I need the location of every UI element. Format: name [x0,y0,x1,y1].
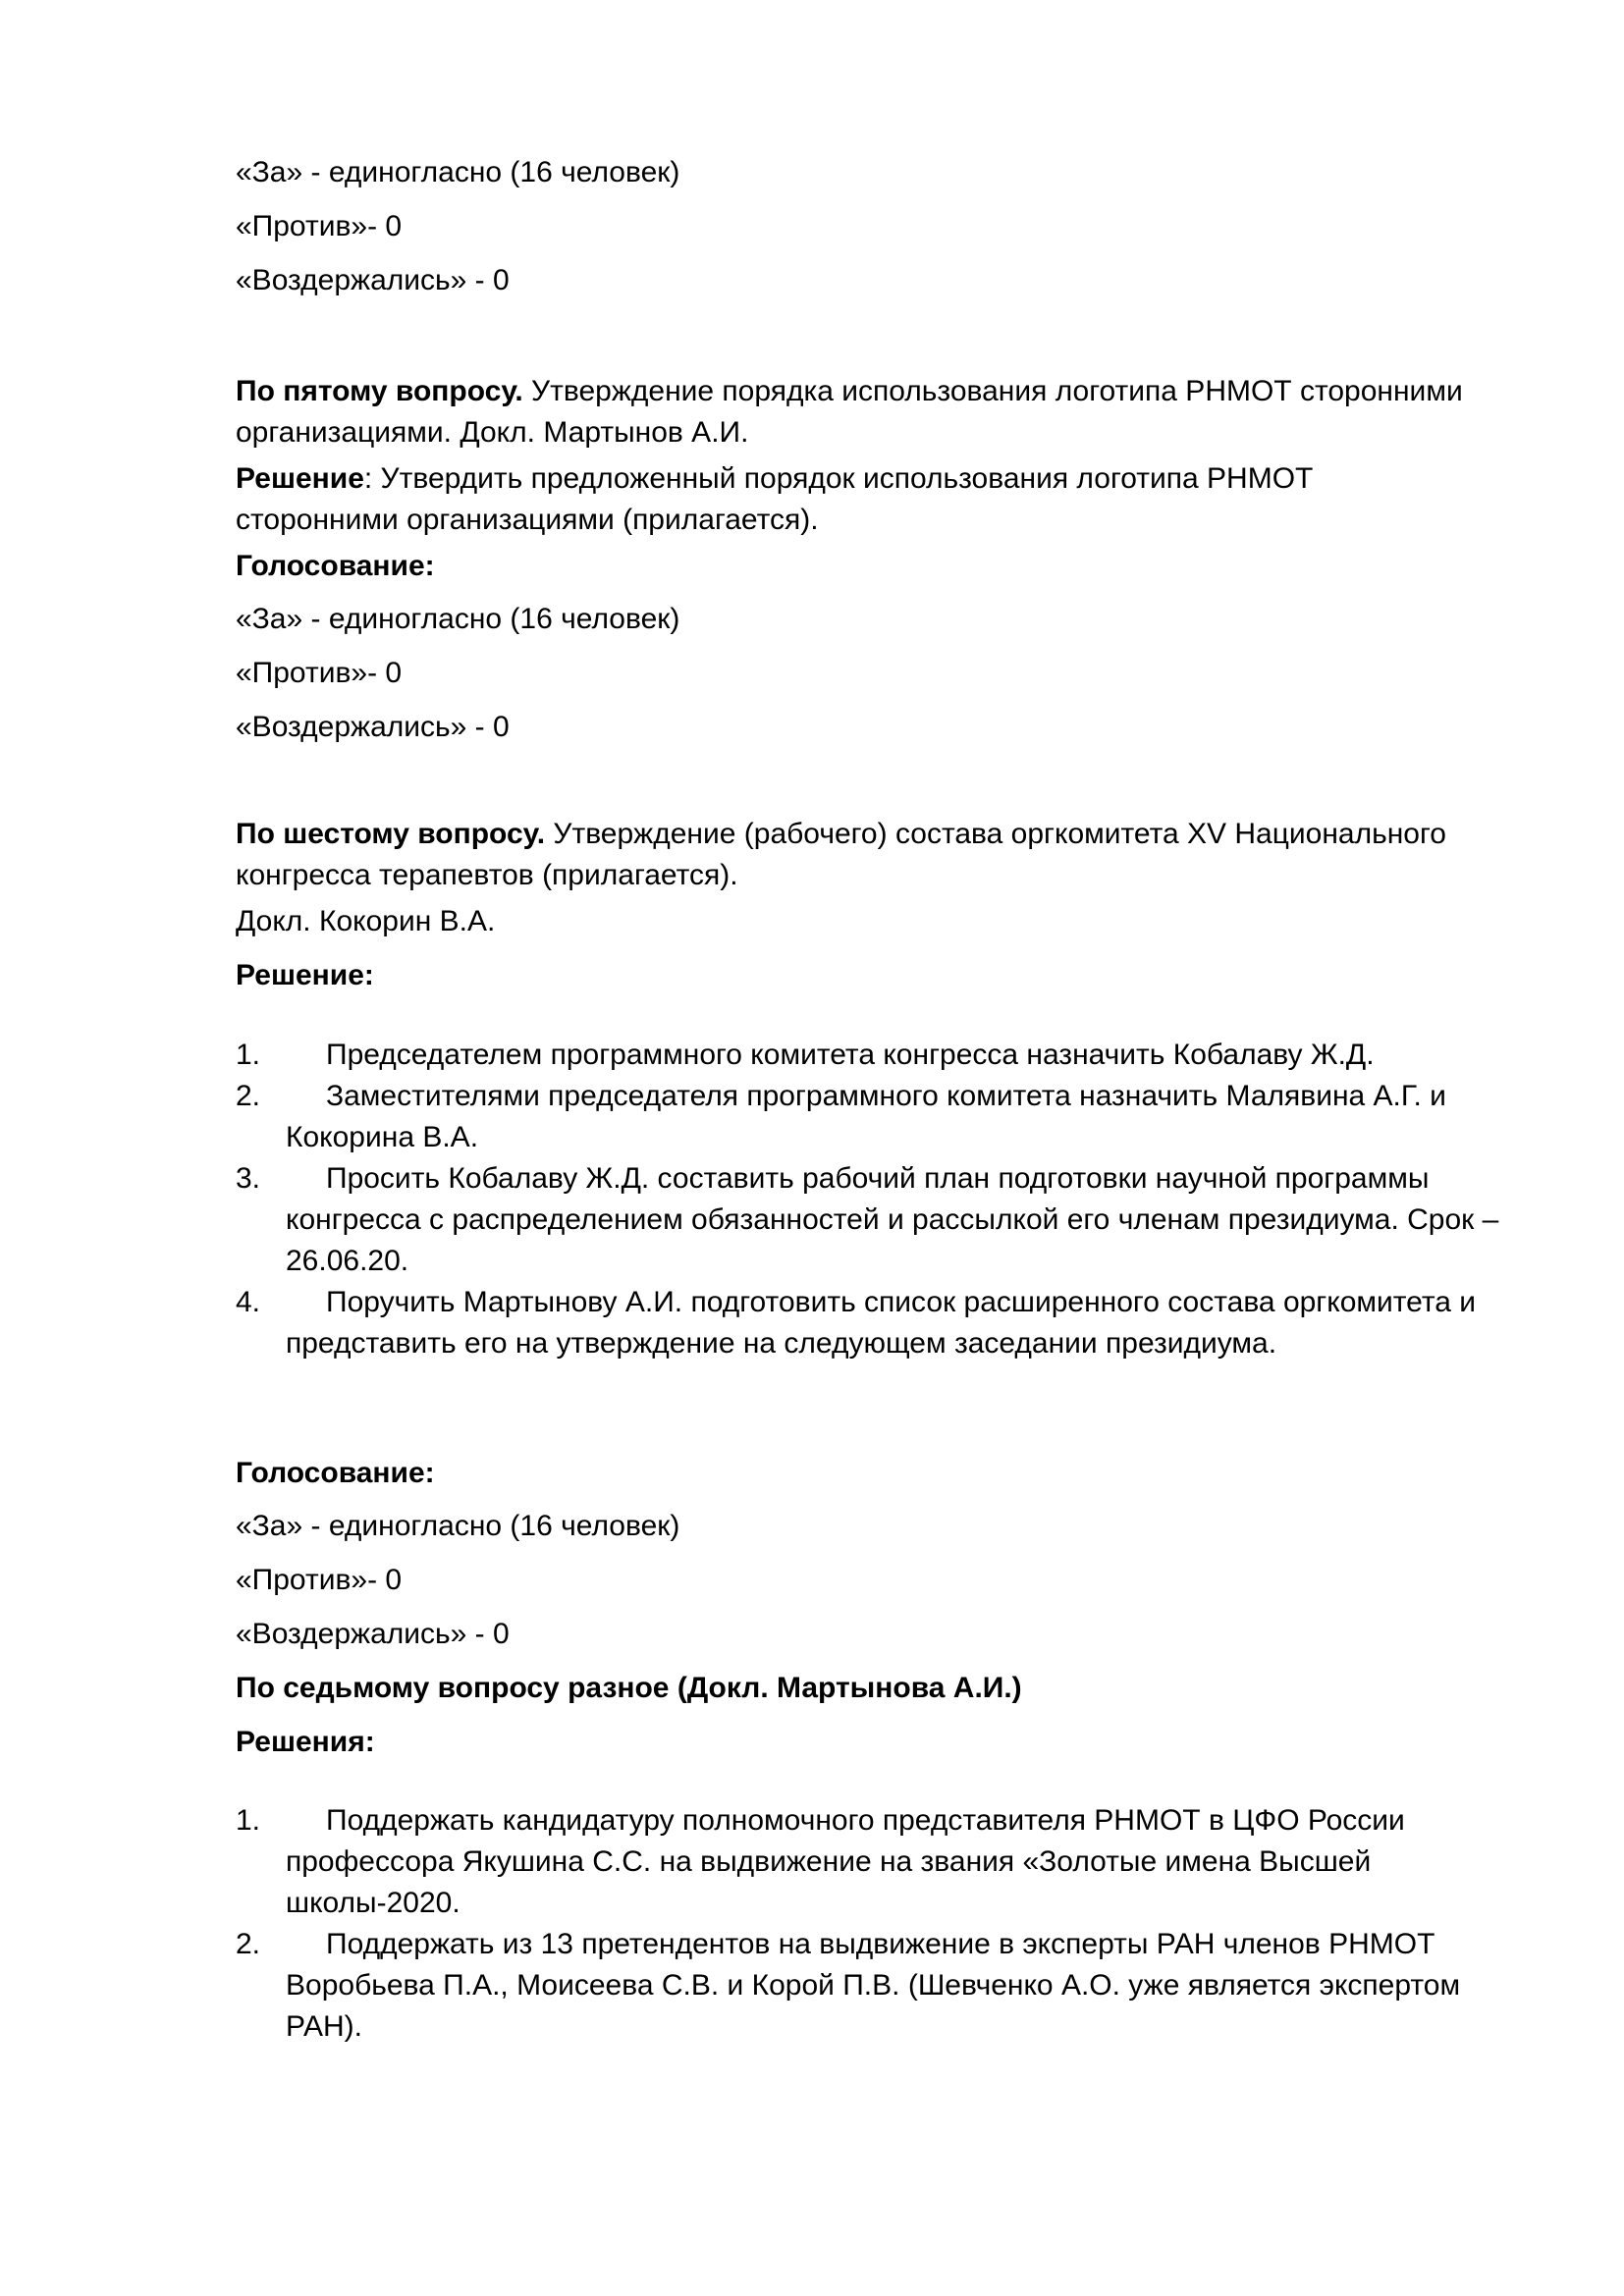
q7-decisions-label: Решения: [236,1726,375,1758]
list-text: Заместителями председателя программного комитета назначить Малявина А.Г. и Кокорина В.А. [286,1080,1446,1153]
q5-vote-against: «Против»- 0 [236,657,403,689]
q6-lead: По шестому вопросу. [236,818,546,850]
q5-vote-abstained: «Воздержались» - 0 [236,711,510,743]
list-number: 1. [236,1804,261,1837]
list-text: Председателем программного комитета конгресса назначить Кобалаву Ж.Д. [326,1039,1375,1071]
list-text: Поддержать из 13 претендентов на выдвижение в эксперты РАН членов РНМОТ Воробьева П.А., Моисеева С.В. и Корой П.В. (Шевченко А.О. уже является экспертом РАН). [286,1928,1461,2043]
q6-speaker: Докл. Кокорин В.А. [236,905,496,937]
q6-paragraph [236,814,1473,896]
q7-heading: По седьмому вопросу разное (Докл. Мартынова А.И.) [236,1672,1022,1704]
q5-lead: По пятому вопросу. [236,375,523,407]
q6-decision-label: Решение: [236,959,374,991]
list-text: Просить Кобалаву Ж.Д. составить рабочий план подготовки научной программы конгресса с распределением обязанностей и рассылкой его членам президиума. Срок – 26.06.20. [286,1162,1499,1277]
q5-decision-label: Решение [236,462,364,495]
vote-against: «Против»- 0 [236,210,403,242]
vote-abstained: «Воздержались» - 0 [236,264,510,296]
list-number: 3. [236,1162,261,1195]
list-number: 2. [236,1080,261,1112]
q6-vote-against: «Против»- 0 [236,1564,403,1596]
q5-decision-text: : Утвердить предложенный порядок использования логотипа РНМОТ сторонними организациями (прилагается). [236,462,1314,536]
q5-paragraph [236,371,1473,454]
vote-for: «За» - единогласно (16 человек) [236,156,680,188]
q5-vote-for: «За» - единогласно (16 человек) [236,603,680,635]
list-number: 1. [236,1039,261,1071]
q6-vote-abstained: «Воздержались» - 0 [236,1618,510,1650]
q6-vote-for: «За» - единогласно (16 человек) [236,1510,680,1542]
list-text: Поддержать кандидатуру полномочного представителя РНМОТ в ЦФО России профессора Якушина С.С. на выдвижение на звания «Золотые имена Высшей школы-2020. [286,1804,1405,1919]
q5-decision [236,458,1473,541]
q6-voting-label: Голосование: [236,1457,435,1489]
list-text: Поручить Мартынову А.И. подготовить список расширенного состава оргкомитета и представить его на утверждение на следующем заседании президиума. [286,1286,1477,1360]
list-number: 4. [236,1286,261,1318]
q6-text: Утверждение (рабочего) состава оргкомитета XV Национального конгресса терапевтов (прилагается). [236,818,1446,891]
q5-text: Утверждение порядка использования логотипа РНМОТ сторонними организациями. Докл. Мартынов А.И. [236,375,1463,449]
list-number: 2. [236,1928,261,1960]
q5-voting-label: Голосование: [236,550,435,582]
